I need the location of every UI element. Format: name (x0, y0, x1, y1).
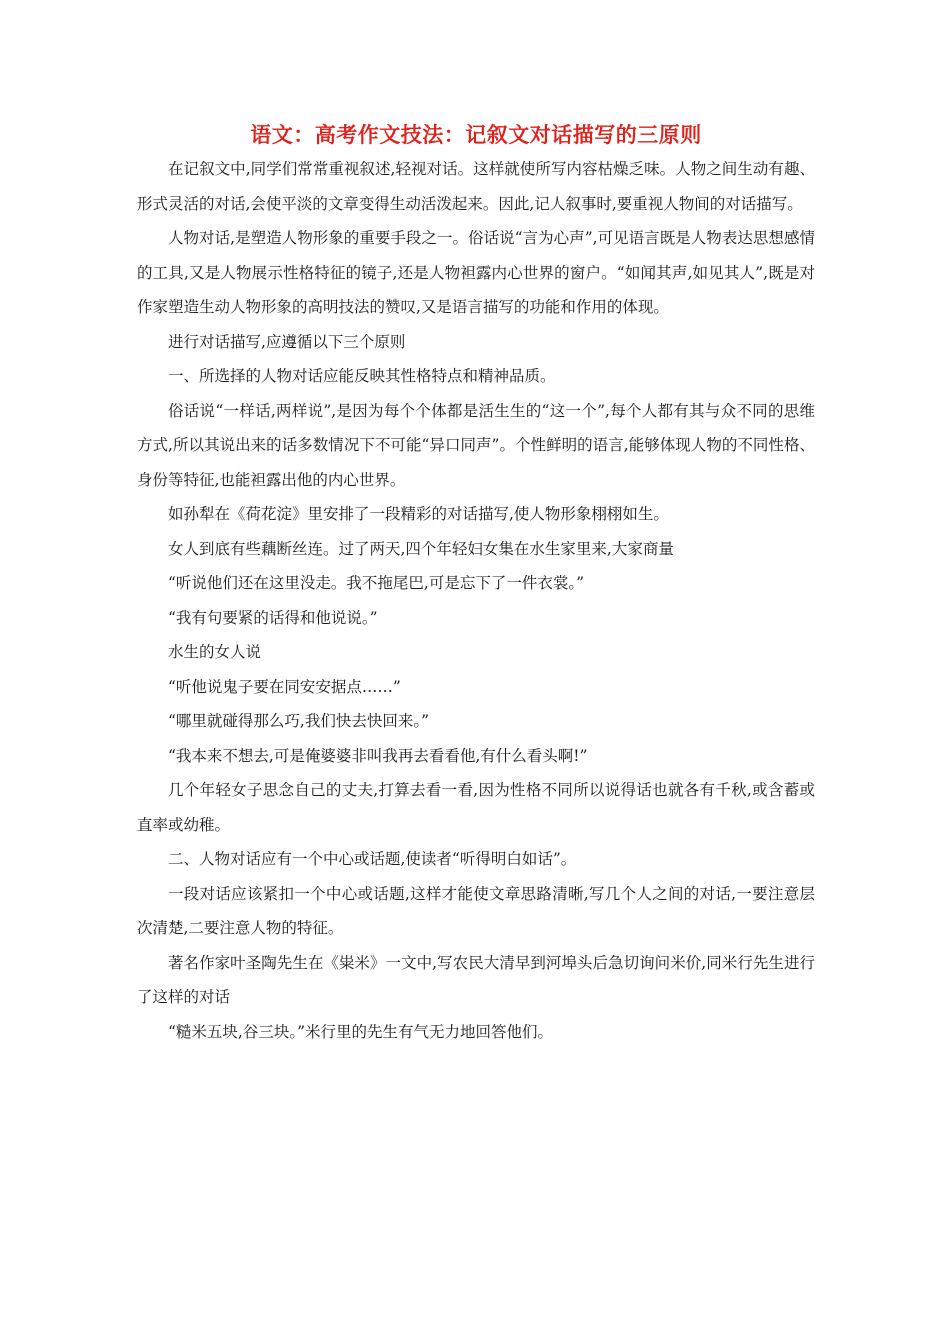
paragraph: 如孙犁在《荷花淀》里安排了一段精彩的对话描写,使人物形象栩栩如生。 (168, 505, 669, 523)
paragraph: 在记叙文中,同学们常常重视叙述,轻视对话。这样就使所写内容枯燥乏味。人物之间生动有趣、形式灵活的对话,会使平淡的文章变得生动活泼起来。因此,记人叙事时,要重视人物间的对话描写。 (137, 160, 815, 213)
dialogue-line: “听说他们还在这里没走。我不拖尾巴,可是忘下了一件衣裳。” (168, 574, 585, 592)
paragraph: 俗话说“一样话,两样说”,是因为每个个体都是活生生的“这一个”,每个人都有其与众不同的思维方式,所以其说出来的话多数情况下不可能“异口同声”。个性鲜明的语言,能够体现人物的不同性格、身份等特征,也能袒露出他的内心世界。 (137, 401, 815, 489)
paragraph: 女人到底有些藕断丝连。过了两天,四个年轻妇女集在水生家里来,大家商量 (168, 539, 674, 558)
dialogue-line: “我本来不想去,可是俺婆婆非叫我再去看看他,有什么看头啊!” (168, 746, 588, 765)
paragraph: 水生的女人说 (168, 643, 262, 661)
paragraph: 进行对话描写,应遵循以下三个原则 (168, 332, 406, 351)
paragraph: 著名作家叶圣陶先生在《粜米》一文中,写农民大清早到河埠头后急切询问米价,同米行先生进行了这样的对话 (137, 953, 815, 1006)
dialogue-line: “我有句要紧的话得和他说说。” (168, 608, 378, 627)
section-heading-2: 二、人物对话应有一个中心或话题,使读者“听得明白如话”。 (168, 850, 577, 868)
dialogue-line: “哪里就碰得那么巧,我们快去快回来。” (168, 712, 430, 730)
paragraph: 几个年轻女子思念自己的丈夫,打算去看一看,因为性格不同所以说得话也就各有千秋,或含蓄或直率或幼稚。 (137, 781, 815, 834)
section-heading-1: 一、所选择的人物对话应能反映其性格特点和精神品质。 (168, 367, 556, 385)
paragraph: 一段对话应该紧扣一个中心或话题,这样才能使文章思路清晰,写几个人之间的对话,一要注意层次清楚,二要注意人物的特征。 (137, 884, 815, 937)
document-title: 语文：高考作文技法：记叙文对话描写的三原则 (250, 122, 702, 147)
document-page (137, 120, 815, 1049)
dialogue-line: “听他说鬼子要在同安安据点……” (168, 677, 401, 696)
paragraph: 人物对话,是塑造人物形象的重要手段之一。俗话说“言为心声”,可见语言既是人物表达思想感情的工具,又是人物展示性格特征的镜子,还是人物袒露内心世界的窗户。“如闻其声,如见其人”,既是对作家塑造生动人物形象的高明技法的赞叹,又是语言描写的功能和作用的体现。 (137, 229, 815, 316)
dialogue-line: “糙米五块,谷三块。”米行里的先生有气无力地回答他们。 (168, 1022, 554, 1041)
